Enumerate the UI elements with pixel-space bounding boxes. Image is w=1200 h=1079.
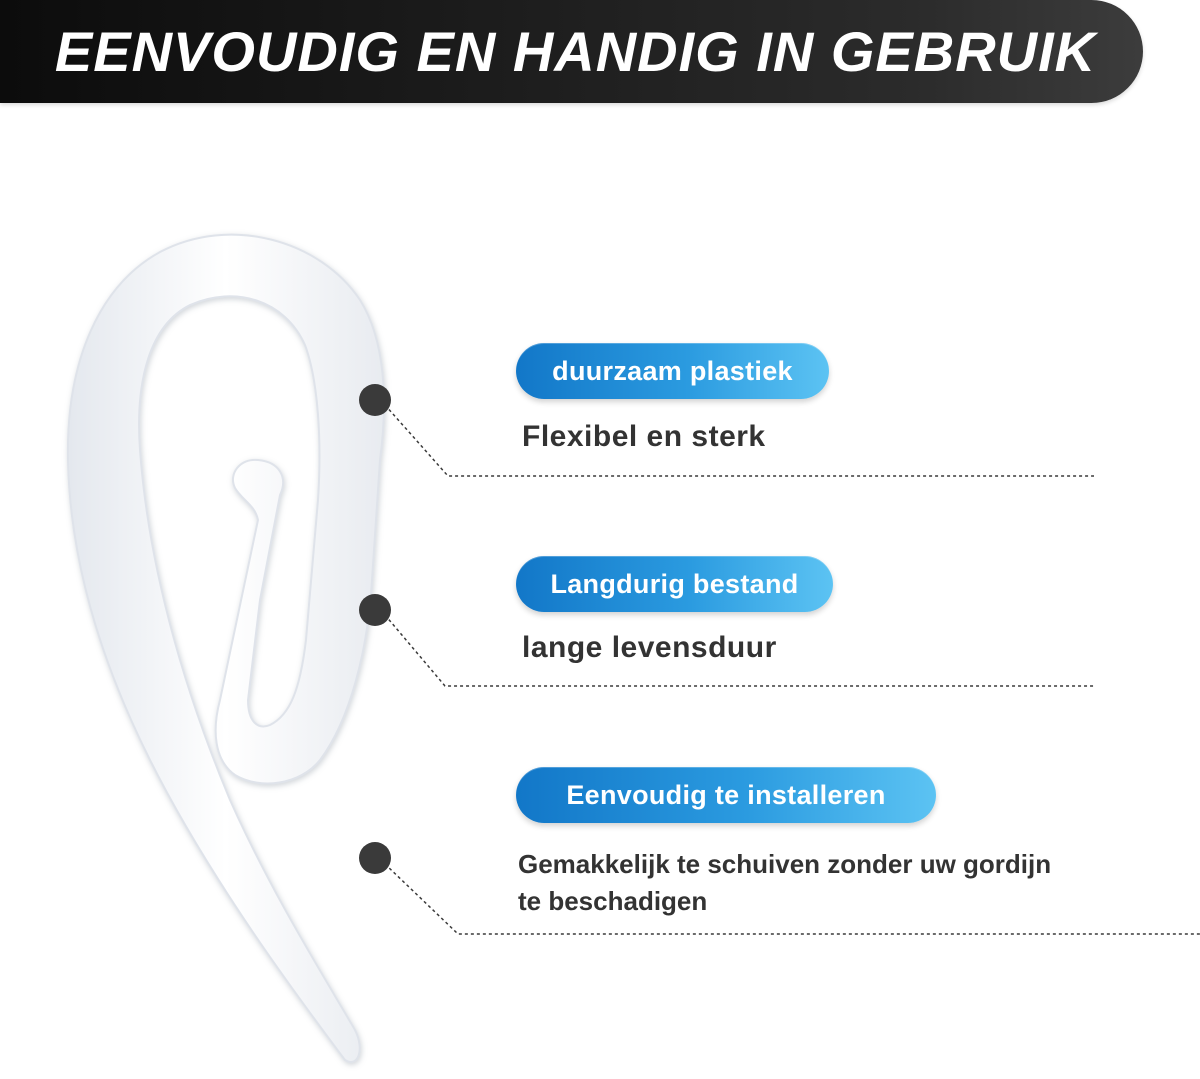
banner-title: EENVOUDIG EN HANDIG IN GEBRUIK	[54, 20, 1097, 83]
feature-pill-long-lasting	[516, 556, 833, 612]
dot-marker-icon	[359, 384, 391, 416]
feature-pill-durable-plastic	[516, 343, 829, 399]
feature-description: Flexibel en sterk	[522, 420, 766, 453]
feature-description-line: te beschadigen	[518, 886, 708, 916]
feature-pill-label: Eenvoudig te installeren	[566, 779, 886, 810]
feature-description-line: Gemakkelijk te schuiven zonder uw gordijn	[518, 849, 1052, 879]
feature-description	[518, 846, 1158, 920]
feature-pill-label: duurzaam plastiek	[552, 355, 793, 386]
curtain-hook-icon	[68, 235, 384, 1062]
dot-marker-icon	[359, 594, 391, 626]
feature-pill-easy-install	[516, 767, 936, 823]
dot-marker-icon	[359, 842, 391, 874]
feature-description: lange levensduur	[522, 631, 777, 664]
feature-pill-label: Langdurig bestand	[550, 568, 799, 599]
